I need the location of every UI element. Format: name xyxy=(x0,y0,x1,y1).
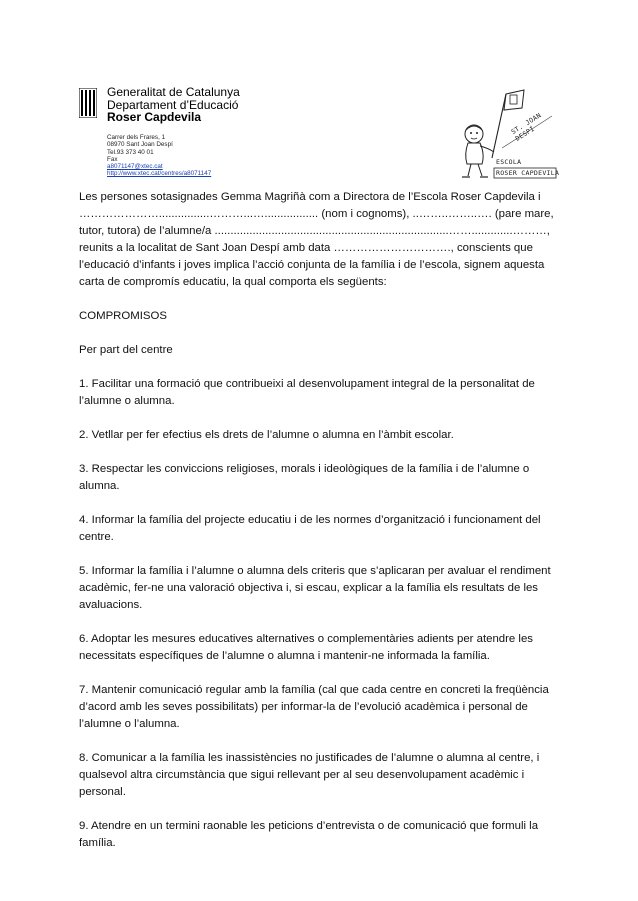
organization-name xyxy=(107,86,240,124)
commitment-item: 3. Respectar les conviccions religioses, morals i ideològiques de la família i de l’alumne o alumna. xyxy=(79,463,530,492)
commitment-item: 1. Facilitar una formació que contribueixi al desenvolupament integral de la personalitat de l’alumne o alumna. xyxy=(79,378,535,407)
address-fax: Fax xyxy=(107,155,118,163)
logo-label-school: ROSER CAPDEVILA xyxy=(496,169,560,177)
letter-body xyxy=(79,189,559,869)
logo-label-escola: ESCOLA xyxy=(496,158,522,166)
intro-paragraph: Les persones sotasignades Gemma Magriñà com a Directora de l’Escola Roser Capdevila i …………………................………...…................. (nom i cognoms), ..……..……..…. (pare mare, tutor, tutora) de l’alumne/a ..........................................................................…….............………, reunits a la localitat de Sant Joan Despí amb data …………………………., conscients que l’educació d’infants i joves implica l’acció conjunta de la família i de l’escola, signem aquesta carta de compromís educatiu, la qual comporta els següents: xyxy=(79,191,554,288)
address-phone: Tel.93 373 40 01 xyxy=(107,148,154,156)
address-city: 08970 Sant Joan Despí xyxy=(107,141,173,149)
address-street: Carrer dels Frares, 1 xyxy=(107,134,166,141)
org-line-generalitat: Generalitat de Catalunya xyxy=(107,85,240,99)
school-name: Roser Capdevila xyxy=(107,110,202,124)
generalitat-crest-icon xyxy=(79,88,97,118)
commitment-item: 4. Informar la família del projecte educatiu i de les normes d’organització i funcionament del centre. xyxy=(79,514,541,543)
letterhead xyxy=(79,86,559,186)
commitment-item: 2. Vetllar per fer efectius els drets de l’alumne o alumna en l’àmbit escolar. xyxy=(79,429,454,441)
org-line-departament: Departament d’Educació xyxy=(107,97,239,112)
commitment-item: 9. Atendre en un termini raonable les peticions d’entrevista o de comunicació que formuli la família. xyxy=(79,820,539,849)
commitment-item: 5. Informar la família i l’alumne o alumna dels criteris que s’aplicaran per avaluar el rendiment acadèmic, fer-ne una valoració objectiva i, si escau, explicar a la família els resultats de les avaluacions. xyxy=(79,565,551,611)
section-heading: COMPROMISOS xyxy=(79,310,167,322)
school-address xyxy=(107,134,211,178)
section-subheading: Per part del centre xyxy=(79,344,173,356)
email-link[interactable]: a8071147@xtec.cat xyxy=(107,163,163,171)
school-logo xyxy=(434,86,564,186)
logo-arc-text: ST. JOAN DESPÍ xyxy=(509,111,543,143)
commitment-item: 7. Mantenir comunicació regular amb la família (cal que cada centre en concreti la freqüència d’acord amb les seves possibilitats) per informar-la de l’evolució acadèmica i personal de l’alumne o l’alumna. xyxy=(79,684,549,730)
commitment-item: 6. Adoptar les mesures educatives alternatives o complementàries adients per atendre les necessitats específiques de l’alumne o alumna i mantenir-ne informada la família. xyxy=(79,633,533,662)
commitment-item: 8. Comunicar a la família les inassistències no justificades de l’alumne o alumna al centre, i qualsevol altra circumstància que sigui rellevant per al seu desenvolupament acadèmic i personal. xyxy=(79,752,540,798)
website-link[interactable]: http://www.xtec.cat/centres/a8071147 xyxy=(107,170,212,178)
